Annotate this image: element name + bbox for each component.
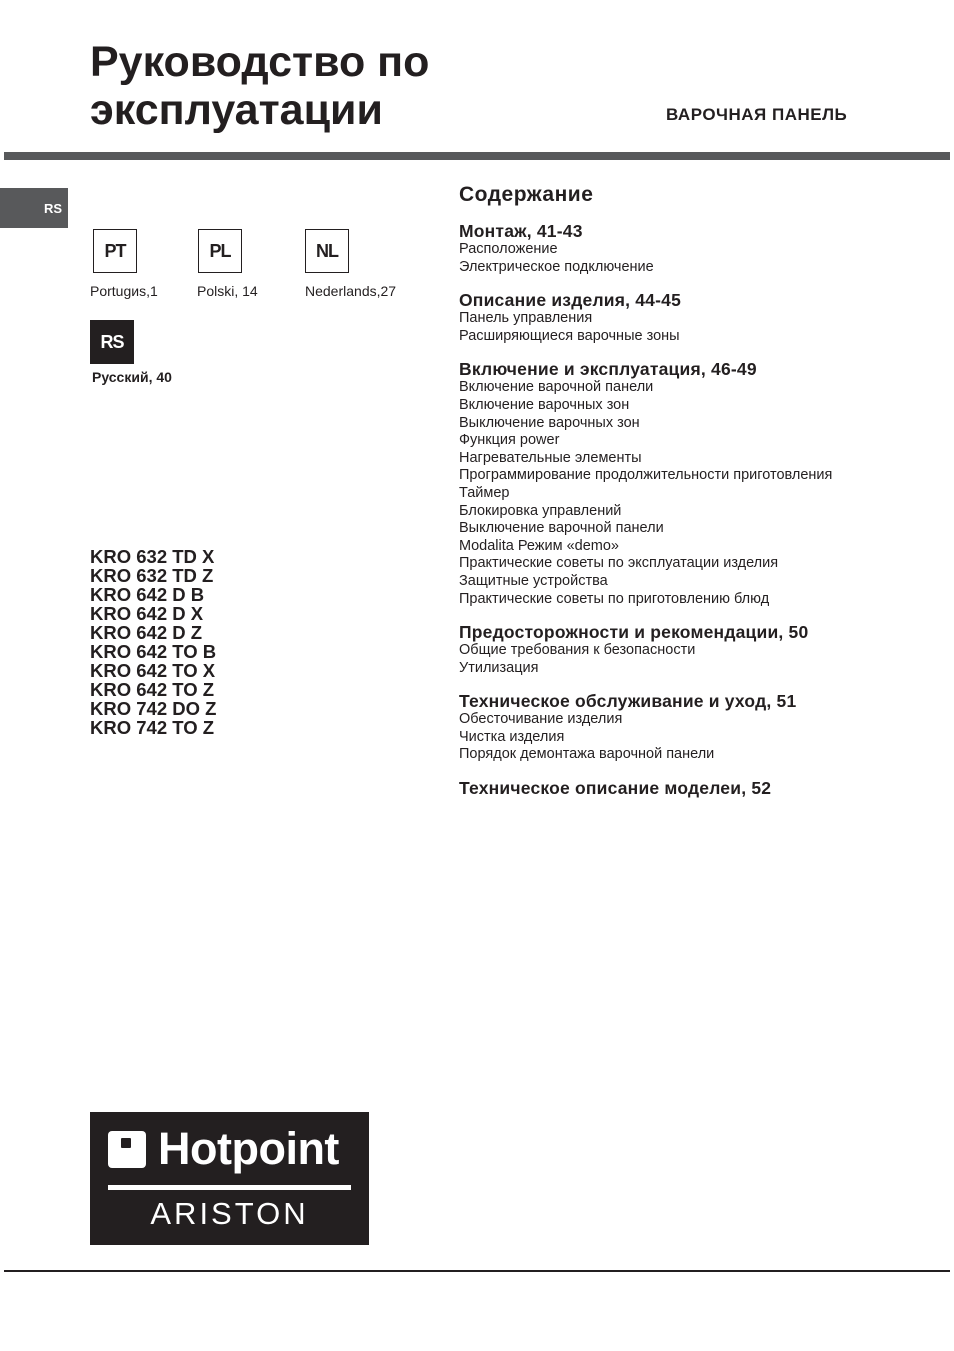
language-box-nl[interactable]: NL	[305, 229, 349, 273]
toc-section-operation	[459, 359, 929, 608]
toc-item[interactable]: Общие требования к безопасности	[459, 642, 696, 659]
toc-title: Содержание	[459, 183, 594, 206]
logo-brand-text: Hotpoint	[158, 1123, 339, 1174]
toc-item[interactable]: Нагревательные элементы	[459, 449, 642, 466]
toc-item[interactable]: Modalita Режим «demo»	[459, 537, 619, 554]
language-caption-rs: Русский, 40	[92, 369, 172, 385]
toc-item[interactable]: Выключение варочной панели	[459, 520, 664, 537]
language-box-rs-active[interactable]: RS	[90, 320, 134, 364]
toc-item[interactable]: Защитные устройства	[459, 572, 608, 589]
model-item: KRO 642 D X	[90, 603, 204, 624]
toc-item[interactable]: Утилизация	[459, 659, 539, 676]
toc-heading[interactable]: Монтаж, 41-43	[459, 221, 583, 241]
toc-item[interactable]: Электрическое подключение	[459, 258, 654, 275]
model-item: KRO 642 TO X	[90, 660, 216, 681]
title-line-1: Руководство по	[90, 38, 430, 86]
title-line-2: эксплуатации	[90, 86, 383, 134]
model-item: KRO 632 TD X	[90, 546, 215, 567]
language-side-tab: RS	[0, 188, 68, 228]
toc-item[interactable]: Практические советы по эксплуатации изделия	[459, 555, 779, 572]
toc-section-specs	[459, 778, 929, 798]
language-box-pl[interactable]: PL	[198, 229, 242, 273]
hotpoint-ariston-logo	[90, 1112, 369, 1245]
model-item: KRO 642 D Z	[90, 622, 203, 643]
model-list	[90, 547, 216, 737]
toc-item[interactable]: Функция power	[459, 432, 560, 449]
model-item: KRO 742 DO Z	[90, 698, 217, 719]
toc-item[interactable]: Порядок демонтажа варочной панели	[459, 746, 715, 763]
language-caption-pt: Portugиs,1	[90, 283, 158, 299]
toc-section-maintenance	[459, 691, 929, 764]
toc-item[interactable]: Включение варочной панели	[459, 379, 654, 396]
toc-section-description	[459, 290, 929, 345]
header-divider	[4, 152, 950, 160]
model-item: KRO 642 TO B	[90, 641, 217, 662]
model-item: KRO 642 TO Z	[90, 679, 215, 700]
language-box-pt[interactable]: PT	[93, 229, 137, 273]
toc-section-precautions	[459, 622, 929, 677]
plug-icon	[108, 1131, 146, 1168]
language-caption-pl: Polski, 14	[197, 283, 258, 299]
toc-item[interactable]: Программирование продолжительности приготовления	[459, 467, 833, 484]
product-type: ВАРОЧНАЯ ПАНЕЛЬ	[666, 105, 848, 124]
toc-item[interactable]: Блокировка управлений	[459, 502, 622, 519]
toc-item[interactable]: Включение варочных зон	[459, 396, 630, 413]
toc-item[interactable]: Выключение варочных зон	[459, 414, 640, 431]
toc-section-installation	[459, 221, 929, 276]
page-title	[90, 38, 429, 134]
toc-heading[interactable]: Включение и эксплуатация, 46-49	[459, 359, 757, 380]
toc-heading[interactable]: Описание изделия, 44-45	[459, 290, 682, 311]
toc-item[interactable]: Таймер	[459, 484, 510, 501]
toc-heading[interactable]: Техническое обслуживание и уход, 51	[459, 691, 797, 712]
logo-divider	[108, 1185, 351, 1190]
toc-heading[interactable]: Предосторожности и рекомендации, 50	[459, 622, 809, 643]
logo-sub-text: ARISTON	[150, 1196, 309, 1231]
model-item: KRO 632 TD Z	[90, 565, 214, 586]
model-item: KRO 642 D B	[90, 584, 205, 605]
toc-item[interactable]: Чистка изделия	[459, 728, 565, 745]
toc-heading[interactable]: Техническое описание моделеи, 52	[459, 778, 772, 799]
toc-item[interactable]: Обесточивание изделия	[459, 711, 623, 728]
footer-divider	[4, 1270, 950, 1272]
table-of-contents	[459, 183, 929, 812]
toc-item[interactable]: Расширяющиеся варочные зоны	[459, 327, 680, 344]
toc-item[interactable]: Практические советы по приготовлению блюд	[459, 590, 770, 607]
language-caption-nl: Nederlands,27	[305, 283, 397, 299]
model-item: KRO 742 TO Z	[90, 717, 215, 738]
toc-item[interactable]: Расположение	[459, 241, 558, 257]
toc-item[interactable]: Панель управления	[459, 310, 593, 327]
